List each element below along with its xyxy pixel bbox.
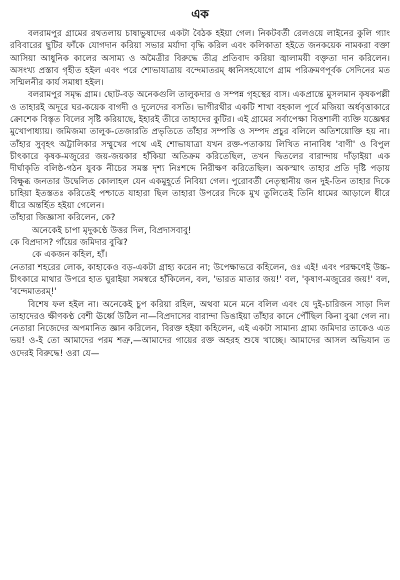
paragraph-7: নেতারা শহরের লোক, কাহাকেও বড়-একটা গ্রাহ্য করেন না; উপেক্ষাভরে কহিলেন, ওঃ এই! এবং পরক্ষণেই উচ্চ-চীৎকারে মাথার উপরে হাত ঘুরাইয়া সমস্বরে হাঁকিলেন, বল, 'ভারত মাতার জয়!' বল, 'কৃষাণ-মজুরের জয়!' বল, 'বন্দেমাতরম্!' [10, 262, 390, 298]
paragraph-3: তাঁহারা জিজ্ঞাসা করিলেন, কে? [10, 213, 116, 224]
paragraph-8: বিশেষ ফল হইল না। অনেকেই চুপ করিয়া রহিল, অথবা মনে মনে বলিল এবং যে দুই-চারিজন সাড়া দিল তাহাদেরও ক্ষীণকণ্ঠ বেশী ঊর্ধ্বে উঠিল না—বিপ্রদাসের বারান্দা ডিঙাইয়া তাঁহার কানে পৌঁছিল কিনা বুঝা গেল না। নেতারা নিজেদের অপমানিত জ্ঞান করিলেন, বিরক্ত হইয়া কহিলেন, এই একটা সামান্য গ্রাম্য জমিদার তাকেও এত ভয়! ও-ই তো আমাদের পরম শত্রু,—আমাদের গায়ের রক্ত অহরহ শুষে খাচ্ছে। আমাদের আসল অভিযান ত ওদেরই বিরুদ্ধে! ওরা যে— [10, 299, 390, 359]
chapter-title: এক [191, 7, 209, 21]
paragraph-2: বলরামপুর সমৃদ্ধ গ্রাম। ছোট-বড় অনেকগুলি তালুকদার ও সম্পন্ন গৃহস্থের বাস। একপ্রান্তে মুসলমান কৃষকপল্লী ও তাহারই অদূরে ঘর-কয়েক বাগদী ও দুলেদের বসতি। ভাগীরথীর একটি শাখা বহকাল পূর্বে মজিয়া অর্ধবৃত্তাকারে ক্রোশেক বিস্তৃত বিলের সৃষ্টি করিয়াছে, ইহারই তীরে তাহাদের কুটির। এই গ্রামের সর্বাপেক্ষা বিত্তশালী ব্যক্তি যজ্ঞেশ্বর মুখোপাধ্যায়। জমিজমা তালুক-তেজারতি প্রভৃতিতে তাঁহার সম্পত্তি ও সম্পদ প্রচুর বলিলে অতিশয়োক্তি হয় না। তাঁহার সুবৃহৎ অট্টালিকার সম্মুখের পথে এই শোভাযাত্রা যখন রক্ত-পতাকায় লিখিত নানাবিধ 'বাণী' ও বিপুল চীৎকারে কৃষক-মজুরের জয়-জয়কার হাঁকিয়া অতিক্রম করিতেছিল, তখন দ্বিতলের বারান্দায় দাঁড়াইয়া এক দীর্ঘাকৃতি বলিষ্ঠ-গঠন যুবক নীচের সমস্ত দৃশ্য নিঃশব্দে নিরীক্ষণ করিতেছিল। অকস্মাৎ তাহার প্রতি দৃষ্টি পড়ায় বিক্ষুব্ধ জনতার উদ্বেলিত কোলাহল যেন একমুহূর্তে নিবিয়া গেল। পুরোবর্তী নেতৃস্থানীয় জন দুই-তিন তাহার দিকে চাহিয়া ইতস্ততঃ করিতেই পশ্চাতে যাহারা ছিল তাহারা উপরের দিকে মুখ তুলিতেই তিনি ধামের আড়ালে ধীরে ধীরে অন্তর্হিত হইয়া গেলেন। [10, 90, 390, 212]
paragraph-4: অনেকেই চাপা মৃদুকণ্ঠে উত্তর দিল, বিপ্রদাসবাবু! [32, 225, 192, 236]
paragraph-6: কে একজন কহিল, হাঁ। [32, 250, 108, 261]
paragraph-5: কে বিপ্রদাস? গাঁয়ের জমিদার বুঝি? [10, 238, 128, 249]
paragraph-1: বলরামপুর গ্রামের রথতলায় চাষাভুষাদের একটা বৈঠক হইয়া গেল। নিকটবর্তী রেলওয়ে লাইনের কুলি গ্যাং রবিবারের ছুটির ফাঁকে যোগদান করিয়া সভার মর্যাদা বৃদ্ধি করিল এবং কলিকাতা হইতে জনকয়েক নামকরা বক্তা আসিয়া আধুনিক কালের অসাম্য ও অমৈত্রীর বিরুদ্ধে তীব্র প্রতিবাদ করিয়া জ্বালাময়ী বক্তৃতা দান করিলেন। অসংখ্য প্রস্তাব গৃহীত হইল এবং পরে শোভাযাত্রায় বন্দেমাতরম্ ধ্বনিসহযোগে গ্রাম পরিক্রমণপূর্বক সেদিনের মত সম্মিলনীর কার্য সমাধা হইল। [10, 29, 390, 89]
